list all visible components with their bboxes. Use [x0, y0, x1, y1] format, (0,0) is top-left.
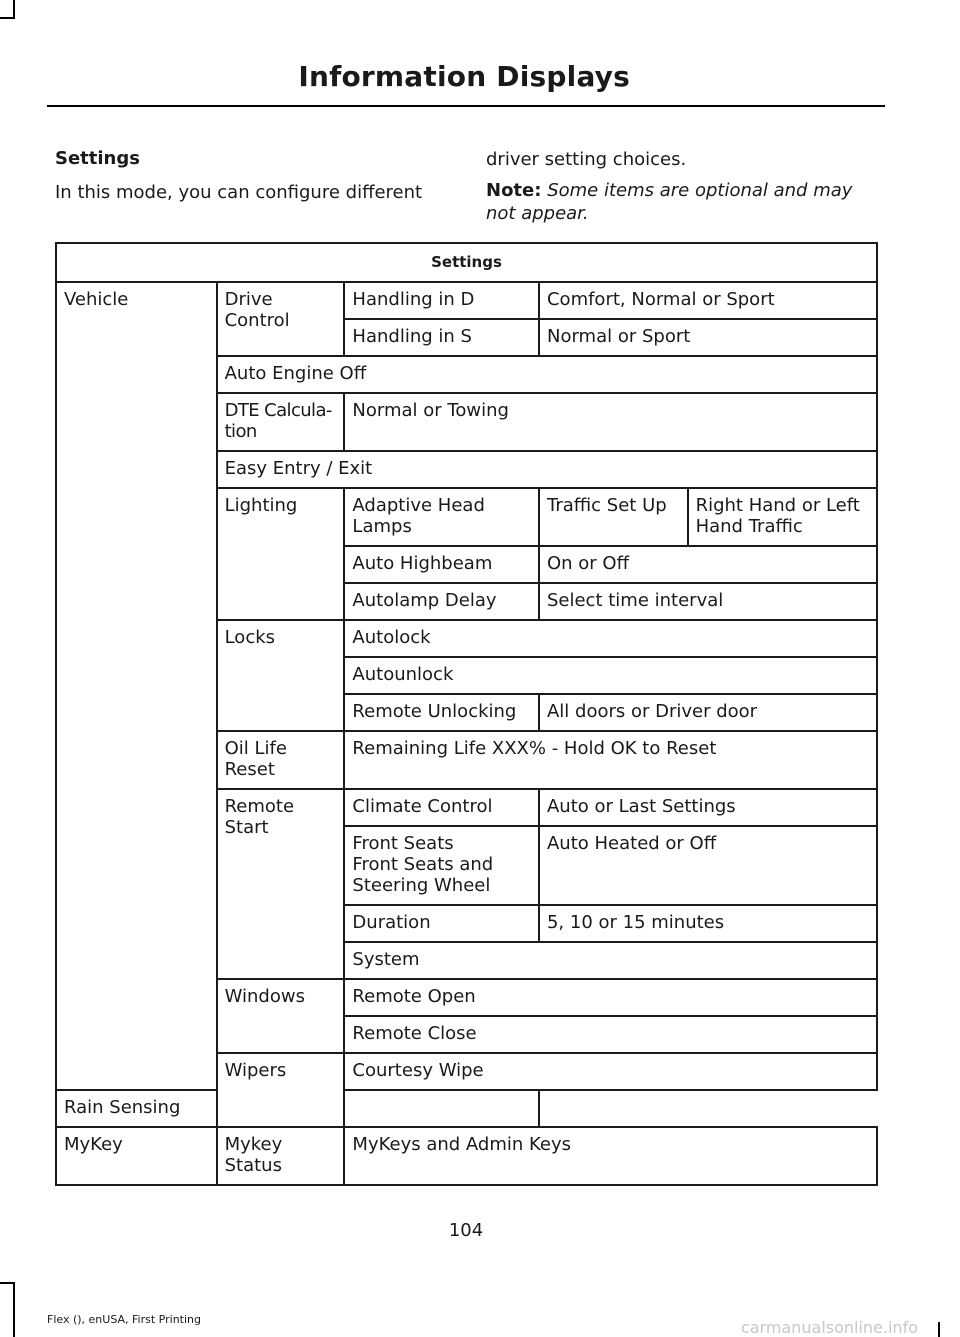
intro-text: In this mode, you can configure different — [55, 182, 423, 203]
group-remote-start: Remote Start — [217, 789, 345, 979]
value-traffic: Right Hand or Left Hand Traffic — [688, 488, 877, 546]
header-divider — [47, 105, 885, 107]
group-locks: Locks — [217, 620, 345, 731]
table-title: Settings — [56, 243, 877, 282]
item-remote-unlocking: Remote Unlocking — [344, 694, 539, 731]
value-climate: Auto or Last Settings — [539, 789, 877, 826]
crop-mark — [0, 17, 15, 19]
crop-mark — [13, 0, 15, 18]
settings-table — [55, 242, 878, 1186]
value-duration: 5, 10 or 15 minutes — [539, 905, 877, 942]
item-front-seats-wheel-label: Front Seats and Steering Wheel — [352, 854, 494, 896]
note-text: Some items are optional and may not appear. — [486, 180, 853, 224]
page-title: Information Displays — [298, 60, 630, 93]
item-easy-entry: Easy Entry / Exit — [217, 451, 877, 488]
item-auto-engine-off: Auto Engine Off — [217, 356, 877, 393]
item-traffic-set-up: Traffic Set Up — [539, 488, 688, 546]
item-autolamp-delay: Autolamp Delay — [344, 583, 539, 620]
table-row — [56, 1090, 877, 1127]
note — [486, 179, 886, 225]
item-remote-open: Remote Open — [344, 979, 877, 1016]
group-lighting: Lighting — [217, 488, 345, 620]
value-mykey: MyKeys and Admin Keys — [344, 1127, 877, 1185]
item-handling-s: Handling in S — [344, 319, 539, 356]
value-remote-unlocking: All doors or Driver door — [539, 694, 877, 731]
section-heading: Settings — [55, 148, 140, 169]
value-front-seats: Auto Heated or Off — [539, 826, 877, 905]
print-info: Flex (), enUSA, First Printing — [47, 1313, 201, 1326]
item-courtesy-wipe: Courtesy Wipe — [344, 1053, 877, 1090]
intro-text-continued: driver setting choices. — [486, 149, 687, 170]
group-dte-calculation: DTE Calcula- tion — [217, 393, 345, 451]
watermark: carmanualsonline.info — [740, 1318, 918, 1337]
intro-right-column — [486, 148, 886, 225]
table-row — [56, 1127, 877, 1185]
group-mykey-status: Mykey Status — [217, 1127, 345, 1185]
crop-mark — [938, 1322, 940, 1337]
table-row — [56, 282, 877, 319]
value-handling-s: Normal or Sport — [539, 319, 877, 356]
item-autolock: Autolock — [344, 620, 877, 657]
value-auto-highbeam: On or Off — [539, 546, 877, 583]
item-front-seats-label: Front Seats — [352, 833, 454, 854]
item-system: System — [344, 942, 877, 979]
value-autolamp: Select time interval — [539, 583, 877, 620]
value-dte: Normal or Towing — [344, 393, 877, 451]
intro-left-column — [55, 148, 455, 204]
item-front-seats — [344, 826, 539, 905]
item-auto-highbeam: Auto Highbeam — [344, 546, 539, 583]
crop-mark — [13, 1282, 15, 1337]
item-duration: Duration — [344, 905, 539, 942]
note-label: Note: — [486, 180, 542, 201]
category-mykey: MyKey — [56, 1127, 217, 1185]
page-number: 104 — [448, 1220, 484, 1241]
item-climate-control: Climate Control — [344, 789, 539, 826]
category-vehicle: Vehicle — [56, 282, 217, 1090]
crop-mark — [0, 1282, 15, 1284]
item-remote-close: Remote Close — [344, 1016, 877, 1053]
item-handling-d: Handling in D — [344, 282, 539, 319]
value-handling-d: Comfort, Normal or Sport — [539, 282, 877, 319]
group-wipers: Wipers — [217, 1053, 345, 1127]
group-oil-life-reset: Oil Life Reset — [217, 731, 345, 789]
value-oil-life: Remaining Life XXX% - Hold OK to Reset — [344, 731, 877, 789]
item-rain-sensing: Rain Sensing — [56, 1090, 539, 1127]
table-header-row — [56, 243, 877, 282]
item-adaptive-head-lamps: Adaptive Head Lamps — [344, 488, 539, 546]
group-drive-control: Drive Control — [217, 282, 345, 356]
item-autounlock: Autounlock — [344, 657, 877, 694]
group-windows: Windows — [217, 979, 345, 1053]
